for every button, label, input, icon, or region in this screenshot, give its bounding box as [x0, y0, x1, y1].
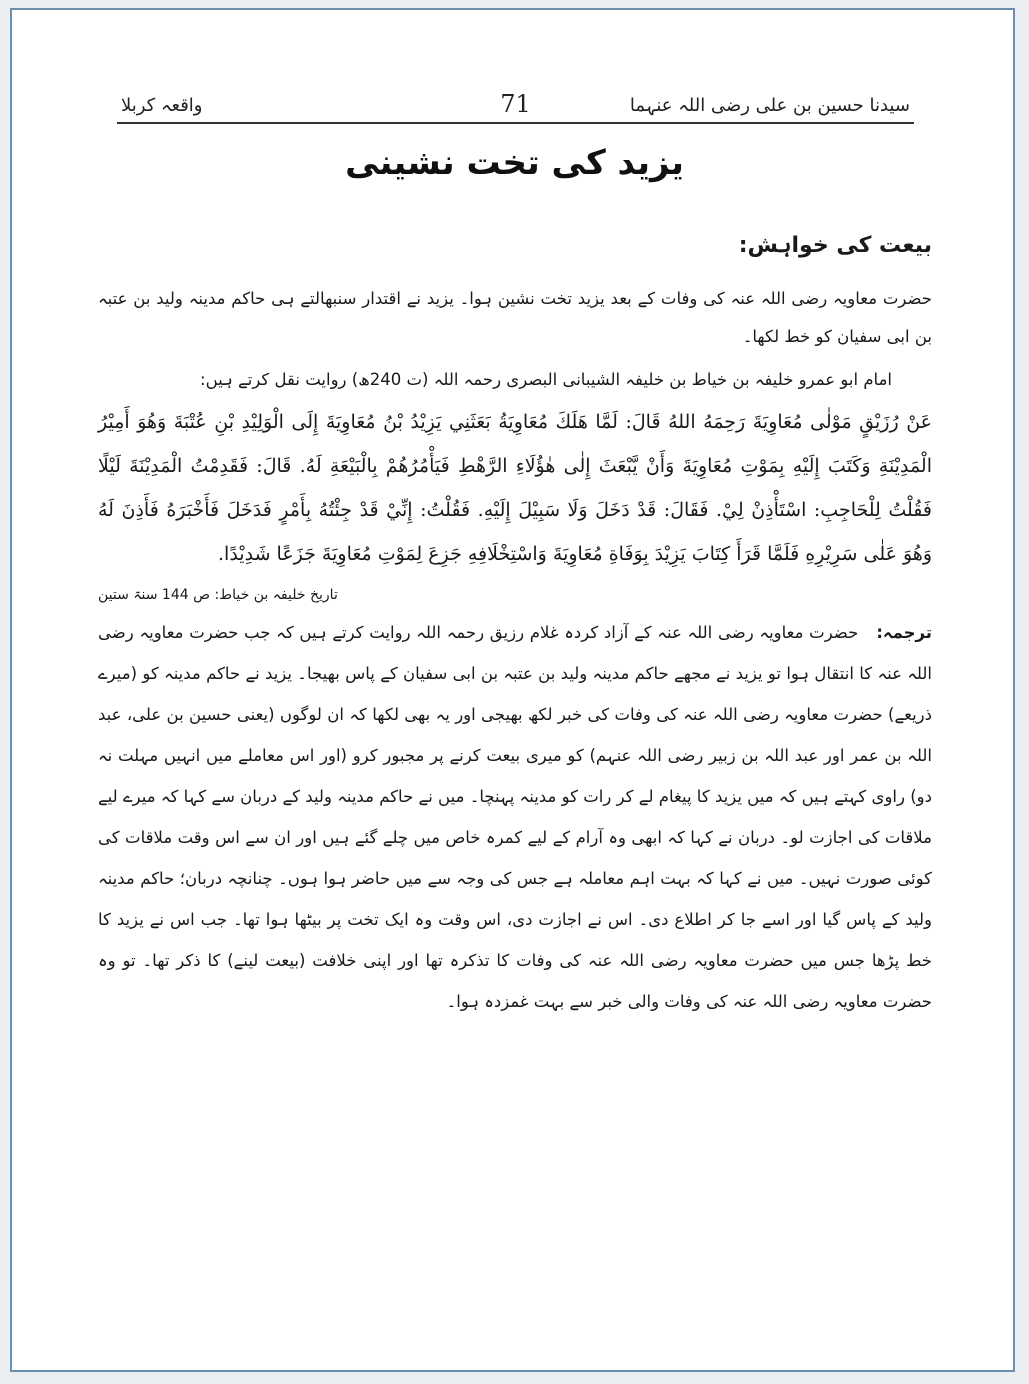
section-title: واقعہ کربلا [121, 95, 203, 116]
translation-label: ترجمہ: [876, 623, 932, 642]
page-number: 71 [500, 90, 531, 118]
arabic-hadith: عَنْ رُزَيْقٍ مَوْلٰى مُعَاوِيَةَ رَحِمَهُ اللهُ قَالَ: لَمَّا هَلَكَ مُعَاوِيَةُ بَعَثَنِي يَزِيْدُ بْنُ مُعَاوِيَةَ إِلَى الْوَلِيْدِ بْنِ عُتْبَةَ وَهُوَ أَمِيْرُ الْمَدِيْنَةِ وَكَتَبَ إِلَيْهِ بِمَوْتِ مُعَاوِيَةَ وَأَنْ يَّبْعَثَ إِلٰى هٰؤُلَاءِ الرَّهْطِ فَيَأْمُرُهُمْ بِالْبَيْعَةِ لَهُ. قَالَ: فَقَدِمْتُ الْمَدِيْنَةَ لَيْلًا فَقُلْتُ لِلْحَاجِبِ: اسْتَأْذِنْ لِيْ. فَقَالَ: قَدْ دَخَلَ وَلَا سَبِيْلَ إِلَيْهِ. فَقُلْتُ: إِنِّيْ قَدْ جِئْتُهُ بِأَمْرٍ فَدَخَلَ فَأَخْبَرَهُ فَأَذِنَ لَهُ وَهُوَ عَلٰى سَرِيْرِهِ فَلَمَّا قَرَأَ كِتَابَ يَزِيْدَ بِوَفَاةِ مُعَاوِيَةَ وَاسْتِخْلَافِهِ جَزِعَ لِمَوْتِ مُعَاوِيَةَ جَزَعًا شَدِيْدًا. [98, 411, 932, 565]
intro-paragraph: حضرت معاویہ رضی اللہ عنہ کی وفات کے بعد یزید تخت نشین ہوا۔ یزید نے اقتدار سنبھالتے ہی حاکم مدینہ ولید بن عتبہ بن ابی سفیان کو خط لکھا۔ [98, 289, 932, 346]
book-title: سیدنا حسین بن علی رضی اللہ عنہما [629, 95, 910, 116]
translation-text: حضرت معاویہ رضی اللہ عنہ کے آزاد کردہ غلام رزیق رحمہ اللہ روایت کرتے ہیں کہ جب حضرت معاویہ رضی اللہ عنہ کا انتقال ہوا تو یزید نے مجھے حاکم مدینہ ولید بن عتبہ بن ابی سفیان کے پاس بھیجا۔ یزید نے حاکم مدینہ کو (میرے ذریعے) حضرت معاویہ رضی اللہ عنہ کی وفات کی خبر لکھ بھیجی اور یہ بھی لکھا کہ ان لوگوں (یعنی حسین بن علی، عبد اللہ بن عمر اور عبد اللہ بن زبیر رضی اللہ عنہم) کو میری بیعت کرنے پر مجبور کرو (اور اس معاملے میں انہیں مہلت نہ دو) راوی کہتے ہیں کہ میں یزید کا پیغام لے کر رات کو مدینہ پہنچا۔ میں نے حاکم مدینہ ولید کے دربان سے کہا کہ میرے لیے ملاقات کی اجازت لو۔ دربان نے کہا کہ ابھی وہ آرام کے لیے کمرہ خاص میں چلے گئے ہیں اور ان سے اس وقت ملاقات کی کوئی صورت نہیں۔ میں نے کہا کہ بہت اہم معاملہ ہے جس کی وجہ سے میں حاضر ہوا ہوں۔ چنانچہ دربان؛ حاکم مدینہ ولید کے پاس گیا اور اسے جا کر اطلاع دی۔ اس نے اجازت دی، اس وقت وہ ایک تخت پر بیٹھا ہوا تھا۔ جب اس نے یزید کا خط پڑھا جس میں حضرت معاویہ رضی اللہ عنہ کی وفات کا تذکرہ تھا اور اپنی خلافت (بیعت لینے) کا ذکر تھا۔ تو وہ حضرت معاویہ رضی اللہ عنہ کی وفات والی خبر سے بہت غمزدہ ہوا۔ [98, 623, 932, 1011]
narration-intro: امام ابو عمرو خلیفہ بن خیاط بن خلیفہ الشیبانی البصری رحمہ اللہ (ت 240ھ) روایت نقل کرتے ہیں: [200, 370, 892, 389]
page-content [98, 228, 932, 1022]
chapter-title: یزید کی تخت نشینی [345, 143, 684, 183]
citation: تاریخ خلیفہ بن خیاط: ص 144 سنۃ ستین [98, 587, 338, 603]
section-heading: بیعت کی خواہش: [738, 233, 932, 258]
page-header [117, 78, 914, 124]
translation-paragraph [98, 612, 932, 1022]
